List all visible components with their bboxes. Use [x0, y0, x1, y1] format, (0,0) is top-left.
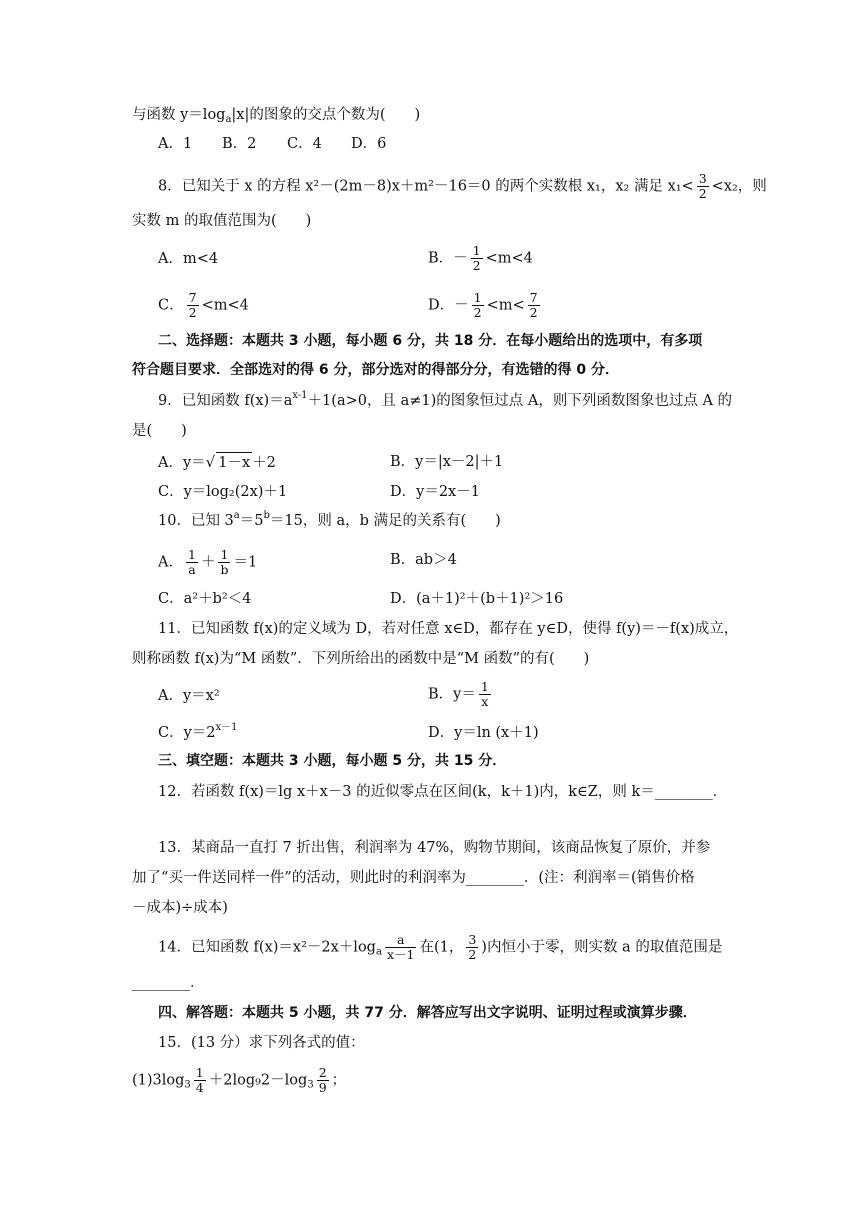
q10-option-c: C．a²＋b²＜4 — [158, 591, 252, 607]
q7-option-d: D．6 — [351, 136, 387, 152]
q9-option-c: C．y＝log₂(2x)＋1 — [158, 484, 288, 500]
q15-stem: 15．(13 分）求下列各式的值： — [158, 1035, 365, 1051]
q8-option-a: A．m<4 — [158, 251, 219, 267]
q7-option-b: B．2 — [222, 136, 257, 152]
section-3-heading: 三、填空题：本题共 3 小题，每小题 5 分，共 15 分． — [158, 753, 507, 769]
q10-option-d: D．(a＋1)²＋(b＋1)²＞16 — [390, 591, 564, 607]
q8-option-c: C． $\frac{7}{2}$ <m<4 — [158, 290, 249, 320]
q9-option-d: D．y＝2x－1 — [390, 484, 480, 500]
q9-option-b: B．y＝|x－2|＋1 — [390, 454, 504, 470]
q13-stem: 13．某商品一直打 7 折出售，利润率为 47%，购物节期间，该商品恢复了原价，并参 — [158, 840, 711, 856]
q8-stem-line2: 实数 m 的取值范围为( ) — [132, 213, 312, 229]
section-2-heading-line2: 符合题目要求．全部选对的得 6 分，部分选对的得部分分，有选错的得 0 分． — [132, 362, 619, 378]
q9-option-a: A．y＝√ 1－x ＋2 — [158, 453, 276, 471]
q11-option-c: C．$y=2^{x-1}$ — [158, 722, 238, 741]
q7-option-c: C．4 — [287, 136, 322, 152]
q11-option-a: A．y＝x² — [158, 688, 220, 704]
q7-option-a: A．1 — [158, 136, 193, 152]
q11-stem: 11．已知函数 f(x)的定义域为 D，若对任意 x∈D，都存在 y∈D，使得 f(y)＝－f(x)成立， — [158, 621, 739, 637]
q10-option-a: A． $\frac{1}{a}$ ＋ $\frac{1}{b}$ ＝1 — [158, 547, 258, 577]
q10-stem: 10．已知 $3^a=5^b=15$，则 a，b 满足的关系有( ) — [158, 510, 501, 529]
q8-option-b: B．－ $\frac{1}{2}$ <m<4 — [428, 243, 533, 273]
section-2-heading: 二、选择题：本题共 3 小题，每小题 6 分，共 18 分．在每小题给出的选项中，有多项 — [158, 333, 703, 349]
q10-option-b: B．ab＞4 — [390, 552, 457, 568]
q8-option-d: D．－ $\frac{1}{2}$ <m< $\frac{7}{2}$ — [428, 290, 538, 320]
q13-stem-line3: －成本)÷成本) — [132, 900, 228, 916]
q11-option-b: B．y＝ $\frac{1}{x}$ — [428, 679, 489, 709]
q15-part-1: $(1)3\log_3$ $\frac{1}{4}$ $+2\log_92-\log_3$ $\frac{2}{9}$ ； — [132, 1065, 347, 1095]
q12-stem: 12．若函数 f(x)＝lg x＋x－3 的近似零点在区间(k，k＋1)内，k∈Z，则 k＝________． — [158, 784, 728, 800]
q8-stem: 8．已知关于 x 的方程 x²－(2m－8)x＋m²－16＝0 的两个实数根 x₁，x₂ 满足 x₁< $\frac{3}{2}$ <x₂，则 — [158, 171, 767, 201]
section-4-heading: 四、解答题：本题共 5 小题，共 77 分．解答应写出文字说明、证明过程或演算步骤． — [158, 1005, 697, 1021]
q9-stem: 9．已知函数 $f(x)=a^{x-1}+1(a>0$，且 a≠1)的图象恒过点 A，则下列函数图象也过点 A 的 — [158, 390, 733, 409]
q11-stem-line2: 则称函数 f(x)为“M 函数”．下列所给出的函数中是“M 函数”的有( ) — [132, 651, 590, 667]
q13-stem-line2: 加了“买一件送同样一件”的活动，则此时的利润率为________．(注：利润率＝(销售价格 — [132, 870, 695, 886]
q14-stem-line2: ________． — [132, 975, 205, 991]
q14-stem: 14．已知函数 $f(x)=x^2-2x+\log_a$ $\frac{a}{x-1}$ 在(1， $\frac{3}{2}$ )内恒小于零，则实数 a 的取值范围是 — [158, 932, 723, 962]
q7-continuation: 与函数 $y=\log_a|x|$的图象的交点个数为( ) — [132, 107, 421, 125]
q9-stem-line2: 是( ) — [132, 423, 187, 439]
q11-option-d: D．y＝ln (x＋1) — [428, 725, 539, 741]
